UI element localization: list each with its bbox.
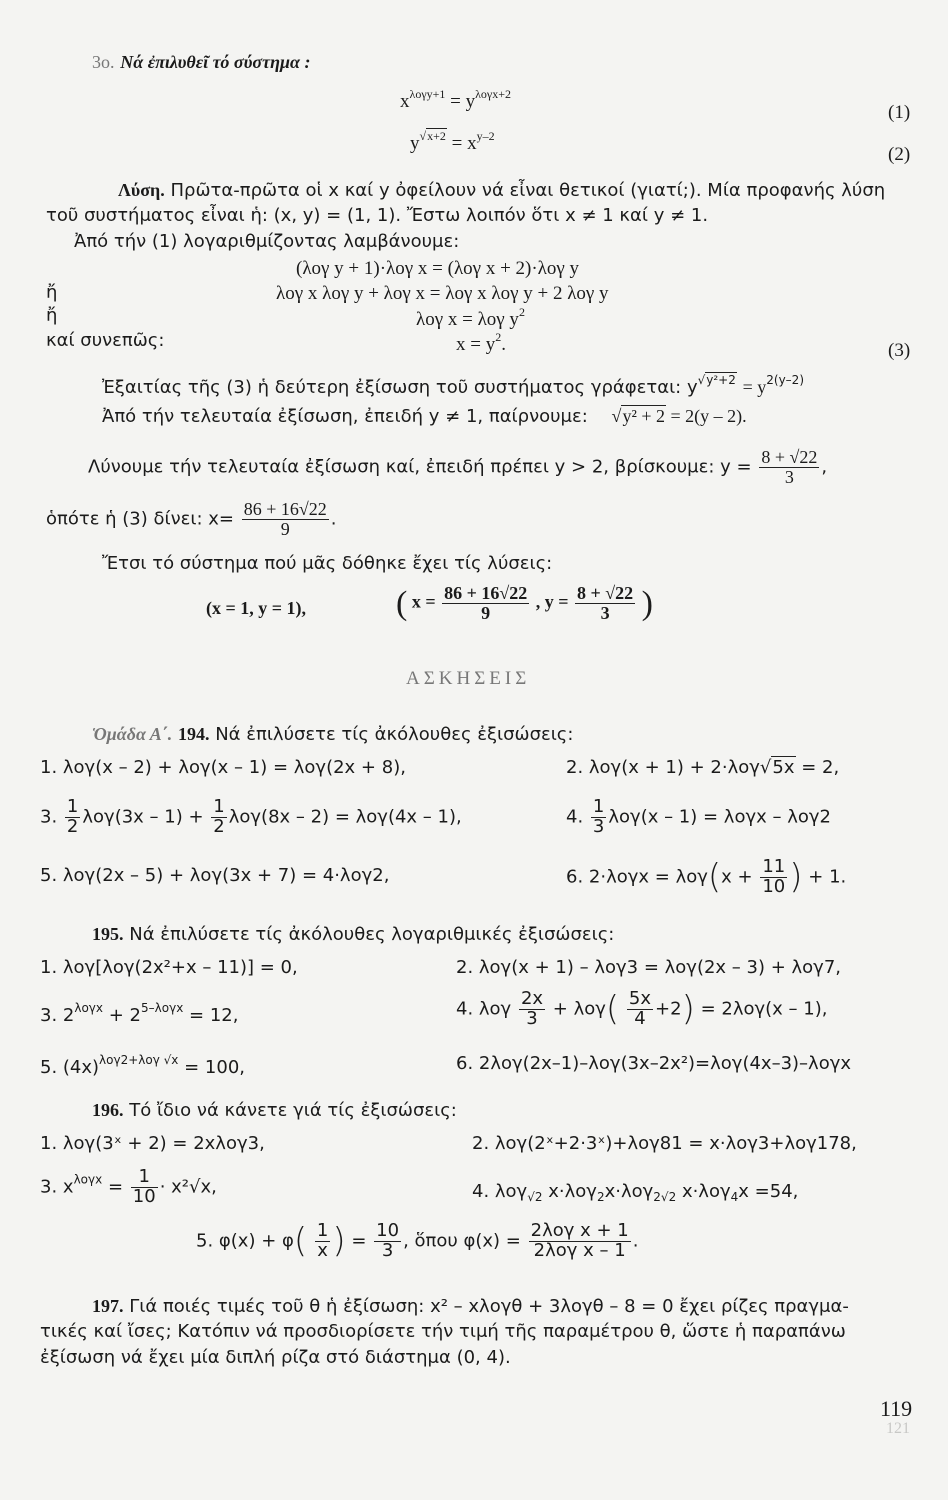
ex196-4b: x·λογ (548, 1181, 597, 1202)
ex195-5c: = 100, (184, 1057, 246, 1078)
hence-label: καί συνεπῶς: (46, 330, 165, 351)
ex196-3-num: 1 (131, 1168, 158, 1188)
ex196-4a: 4. λογ (472, 1181, 528, 1202)
ex196-5e: . (632, 1230, 639, 1252)
equation-2-tag: (2) (888, 144, 911, 165)
d4-main: x = y (456, 334, 496, 355)
sol2-num: 86 + 16√22 (444, 583, 528, 604)
ex194-3-den: 2 (66, 815, 79, 837)
ex194-3-num: 1 (66, 796, 79, 817)
ex196-5c: , ὅπου φ(x) = (403, 1230, 521, 1252)
ex196-4c: x·λογ (604, 1181, 654, 1202)
t4-exp: 2(y–2) (766, 373, 804, 387)
ex195-4-num: 2x (520, 988, 544, 1010)
sol2-x: x = (411, 591, 436, 612)
solution-line-1 (118, 180, 885, 202)
derivation-2: λογ x λογ y + λογ x = λογ x λογ y + 2 λογ y (276, 283, 609, 304)
equation-1-tag: (1) (888, 102, 911, 123)
equation-3-tag: (3) (888, 340, 911, 361)
t5-radicand: y² + 2 (622, 406, 665, 426)
ex194-2-radicand: 5x (772, 757, 795, 778)
ex195-3b: + 2 (108, 1005, 142, 1026)
f1-comma: , (821, 456, 828, 478)
ex197-line-2: τικές καί ἴσες; Κατόπιν νά προσδιορίσετε τήν τιμή τῆς παραμέτρου θ, ὥστε ἡ παραπάνω (40, 1321, 846, 1342)
ex194-3b: λογ(3x – 1) + (82, 806, 204, 828)
eq2-exp1: x+2 (427, 129, 446, 143)
ex195-3a: 3. 2 (40, 1005, 75, 1026)
ex195-number: 195. (92, 924, 124, 944)
ex196-1: 1. λογ(3ˣ + 2) = 2xλογ3, (40, 1133, 265, 1154)
ex195-3c: = 12, (189, 1005, 239, 1026)
ex196-5a: 5. φ(x) + φ (196, 1230, 294, 1252)
ex196-5-num3: 2λογ x + 1 (530, 1220, 629, 1242)
ex197-text-1: Γιά ποιές τιμές τοῦ θ ἡ ἐξίσωση: x² – xλογθ + 3λογθ – 8 = 0 ἔχει ρίζες πραγμα- (129, 1296, 849, 1317)
ex195-4a: 4. λογ (456, 998, 512, 1020)
t5-end: = 2(y – 2). (670, 406, 747, 426)
text4: Ἐξαιτίας τῆς (3) ἡ δεύτερη ἐξίσωση τοῦ συστήματος γράφεται: y (102, 377, 698, 398)
derivation-1: (λογ y + 1)·λογ x = (λογ x + 2)·λογ y (296, 258, 580, 279)
ex196-3-exp: λογx (73, 1172, 103, 1187)
solution-line-6 (88, 448, 827, 487)
ex194-4-den: 3 (592, 815, 605, 837)
ex196-4-sub4: 4 (730, 1190, 739, 1204)
ex194-2: 2. λογ(x + 1) + 2·λογ√5x = 2, (566, 757, 840, 778)
ex197-line-1 (92, 1296, 849, 1318)
solution-line-8: Ἔτσι τό σύστημα πού μᾶς δόθηκε ἔχει τίς λύσεις: (102, 553, 553, 574)
equation-1 (400, 88, 511, 113)
ex195-3-exp1: λογx (74, 1001, 104, 1015)
sol2-num2: 8 + √22 (577, 583, 634, 604)
solution-line-4: Ἐξαιτίας τῆς (3) ἡ δεύτερη ἐξίσωση τοῦ συστήματος γράφεται: $y^{√y^2+2} = y^{2(y-2)}$ (102, 373, 804, 398)
ex196-5-den: x (317, 1240, 328, 1262)
ex196-3b: = (107, 1176, 124, 1198)
ex195-header (92, 924, 614, 946)
d4-dot: . (501, 334, 506, 355)
ex195-4-den2: 4 (634, 1008, 646, 1030)
ex196-5b: = (351, 1230, 367, 1252)
ex195-3 (40, 1002, 238, 1027)
ex196-4d: x·λογ (681, 1181, 731, 1202)
ex195-4c: +2 (655, 998, 682, 1020)
group-label: Ὁμάδα Α΄. (92, 724, 173, 744)
d3-exp: 2 (518, 305, 525, 319)
ex196-5-num: 1 (316, 1220, 329, 1242)
ex194-3-num2: 1 (213, 796, 225, 817)
ex195-4-num2: 5x (628, 988, 652, 1010)
eq2-exp2: y–2 (476, 129, 495, 143)
section-title: Νά ἐπιλυθεῖ τό σύστημα : (120, 52, 311, 72)
d3-main: λογ x = λογ y (416, 309, 519, 330)
ex195-5 (40, 1054, 245, 1079)
f2-den: 9 (280, 518, 290, 539)
ex196-4-sub1: √2 (527, 1190, 543, 1204)
ex194-3-den2: 2 (213, 815, 225, 837)
ex194-6c: + 1. (808, 866, 847, 888)
solution-line-7 (46, 500, 337, 539)
ex194-2a: 2. λογ(x + 1) + 2·λογ (566, 757, 760, 778)
ex194-text: Νά ἐπιλύσετε τίς ἀκόλουθες ἐξισώσεις: (215, 724, 574, 745)
ex196-text: Τό ἴδιο νά κάνετε γιά τίς ἐξισώσεις: (129, 1100, 457, 1121)
text6: Λύνουμε τήν τελευταία ἐξίσωση καί, ἐπειδή πρέπει y > 2, βρίσκουμε: y = (88, 456, 752, 478)
page-number: 119 (880, 1396, 913, 1421)
sol2-den: 9 (481, 603, 491, 624)
t4-eq: = y (742, 377, 767, 397)
ex196-3 (40, 1168, 217, 1207)
f1-num: 8 + √22 (761, 447, 818, 467)
ex195-4-den: 3 (526, 1008, 538, 1030)
ex196-3a: 3. x (40, 1176, 74, 1198)
or-2: ἤ (46, 305, 58, 326)
eq1-exp2: λογx+2 (475, 87, 511, 101)
section-heading (92, 52, 310, 74)
f1-den: 3 (784, 466, 794, 487)
ex194-number: 194. (177, 724, 210, 744)
ex194-4-num: 1 (592, 796, 605, 817)
ex194-4 (566, 798, 831, 837)
ex196-4-sub2: 2 (596, 1190, 605, 1204)
ex195-5-exp: λογ2+λογ √x (99, 1053, 179, 1067)
derivation-3 (416, 306, 525, 331)
ex196-4e: x =54, (738, 1181, 799, 1202)
t4-radicand: y²+2 (706, 373, 736, 387)
ex195-3-exp2: 5–λογx (141, 1001, 184, 1015)
ex196-5-num2: 10 (376, 1220, 400, 1242)
ex194-3a: 3. (40, 806, 58, 828)
d4-exp: 2 (495, 330, 502, 344)
eq2-x: = x (451, 133, 477, 154)
ex195-1: 1. λογ[λογ(2x²+x – 11)] = 0, (40, 957, 298, 978)
ex194-3 (40, 798, 462, 837)
ex197-number: 197. (92, 1296, 124, 1316)
ex195-text: Νά ἐπιλύσετε τίς ἀκόλουθες λογαριθμικές ἐξισώσεις: (129, 924, 615, 945)
ex196-3c: · x²√x, (159, 1176, 217, 1198)
section-number: 3ο. (92, 52, 115, 72)
or-1: ἤ (46, 282, 58, 303)
solution-trivial: (x = 1, y = 1), (206, 598, 307, 618)
ex194-5: 5. λογ(2x – 5) + λογ(3x + 7) = 4·λογ2, (40, 865, 390, 886)
ex197-line-3: ἐξίσωση νά ἔχει μία διπλή ρίζα στό διάστημα (0, 4). (40, 1347, 511, 1368)
solution-label: Λύση. (118, 180, 165, 200)
ex196-5-den3: 2λογ x – 1 (533, 1240, 626, 1262)
ex194-4b: λογ(x – 1) = λογx – λογ2 (608, 806, 831, 828)
ex196-header (92, 1100, 457, 1122)
ex195-2: 2. λογ(x + 1) – λογ3 = λογ(2x – 3) + λογ7, (456, 957, 842, 978)
ex196-4 (472, 1182, 798, 1205)
eq1-x: x (400, 91, 410, 112)
ex194-6-den: 10 (762, 876, 786, 898)
ex196-2: 2. λογ(2ˣ+2·3ˣ)+λογ81 = x·λογ3+λογ178, (472, 1133, 857, 1154)
equation-2: $y^{√x+2} = x^{y-2}$ (410, 129, 495, 154)
ex196-5-den2: 3 (381, 1240, 394, 1262)
ex196-5: 5. φ(x) + φ( $\frac{1}{x}$ ) = $\frac{10}{3}$ , ὅπου φ(x) = $\frac{\text{2λογ x + 1}}{\text{2λογ x – 1}}$ . (196, 1220, 639, 1262)
text5: Ἀπό τήν τελευταία ἐξίσωση, ἐπειδή y ≠ 1, παίρνουμε: (102, 406, 588, 427)
ex194-1: 1. λογ(x – 2) + λογ(x – 1) = λογ(2x + 8), (40, 757, 406, 778)
exercises-title: ΑΣΚΗΣΕΙΣ (406, 668, 531, 689)
sol2-y: , y = (535, 591, 569, 612)
solution-line-5: Ἀπό τήν τελευταία ἐξίσωση, ἐπειδή y ≠ 1, παίρνουμε: √y² + 2 = 2(y – 2). (102, 406, 747, 427)
solution-line-3: Ἀπό τήν (1) λογαριθμίζοντας λαμβάνουμε: (74, 231, 460, 252)
ex195-4e: = 2λογ(x – 1), (700, 998, 828, 1020)
ex195-5a: 5. (4x) (40, 1057, 100, 1078)
f2-dot: . (330, 508, 337, 530)
ex195-6: 6. 2λογ(2x–1)–λογ(3x–2x²)=λογ(4x–3)–λογx (456, 1053, 852, 1074)
ex196-4-sub3: 2√2 (653, 1190, 677, 1204)
ex194-6: 6. 2·λογx = λογ(x + $\frac{11}{10}$ ) + 1. (566, 856, 847, 898)
derivation-4 (456, 331, 506, 356)
solution-line-2: τοῦ συστήματος εἶναι ἡ: (x, y) = (1, 1). Ἔστω λοιπόν ὅτι x ≠ 1 καί y ≠ 1. (46, 205, 709, 226)
text7: ὁπότε ἡ (3) δίνει: x= (46, 508, 234, 530)
eq2-y: y (410, 133, 420, 154)
ex194-4a: 4. (566, 806, 584, 828)
ex194-3c: λογ(8x – 2) = λογ(4x – 1), (228, 806, 462, 828)
f2-num: 86 + 16√22 (243, 499, 327, 519)
ex194-2b: = 2, (801, 757, 840, 778)
eq1-y: = y (450, 91, 476, 112)
ex196-3-den: 10 (132, 1185, 156, 1207)
ex195-4b: + λογ (552, 998, 606, 1020)
ex194-6b: x + (721, 866, 753, 888)
group-194-header (92, 724, 573, 746)
ex195-4: 4. λογ $\frac{2x}{3}$ + λογ( $\frac{5x}{4}$ +2) = 2λογ(x – 1), (456, 988, 828, 1030)
ex194-6a: 6. 2·λογx = λογ (566, 866, 708, 888)
eq1-exp1: λογy+1 (409, 87, 446, 101)
ex196-number: 196. (92, 1100, 124, 1120)
sol2-den2: 3 (600, 603, 610, 624)
bleed-page-number: 121 (886, 1420, 910, 1437)
solution-text-1: Πρῶτα-πρῶτα οἱ x καί y ὀφείλουν νά εἶναι θετικοί (γιατί;). Μία προφανής λύση (170, 180, 886, 201)
solution-nontrivial: ( x = $\frac{86 + 16√22}{9}$ , y = $\frac{8 + √22}{3}$ ) (396, 583, 653, 624)
ex194-6-num: 11 (762, 856, 786, 878)
